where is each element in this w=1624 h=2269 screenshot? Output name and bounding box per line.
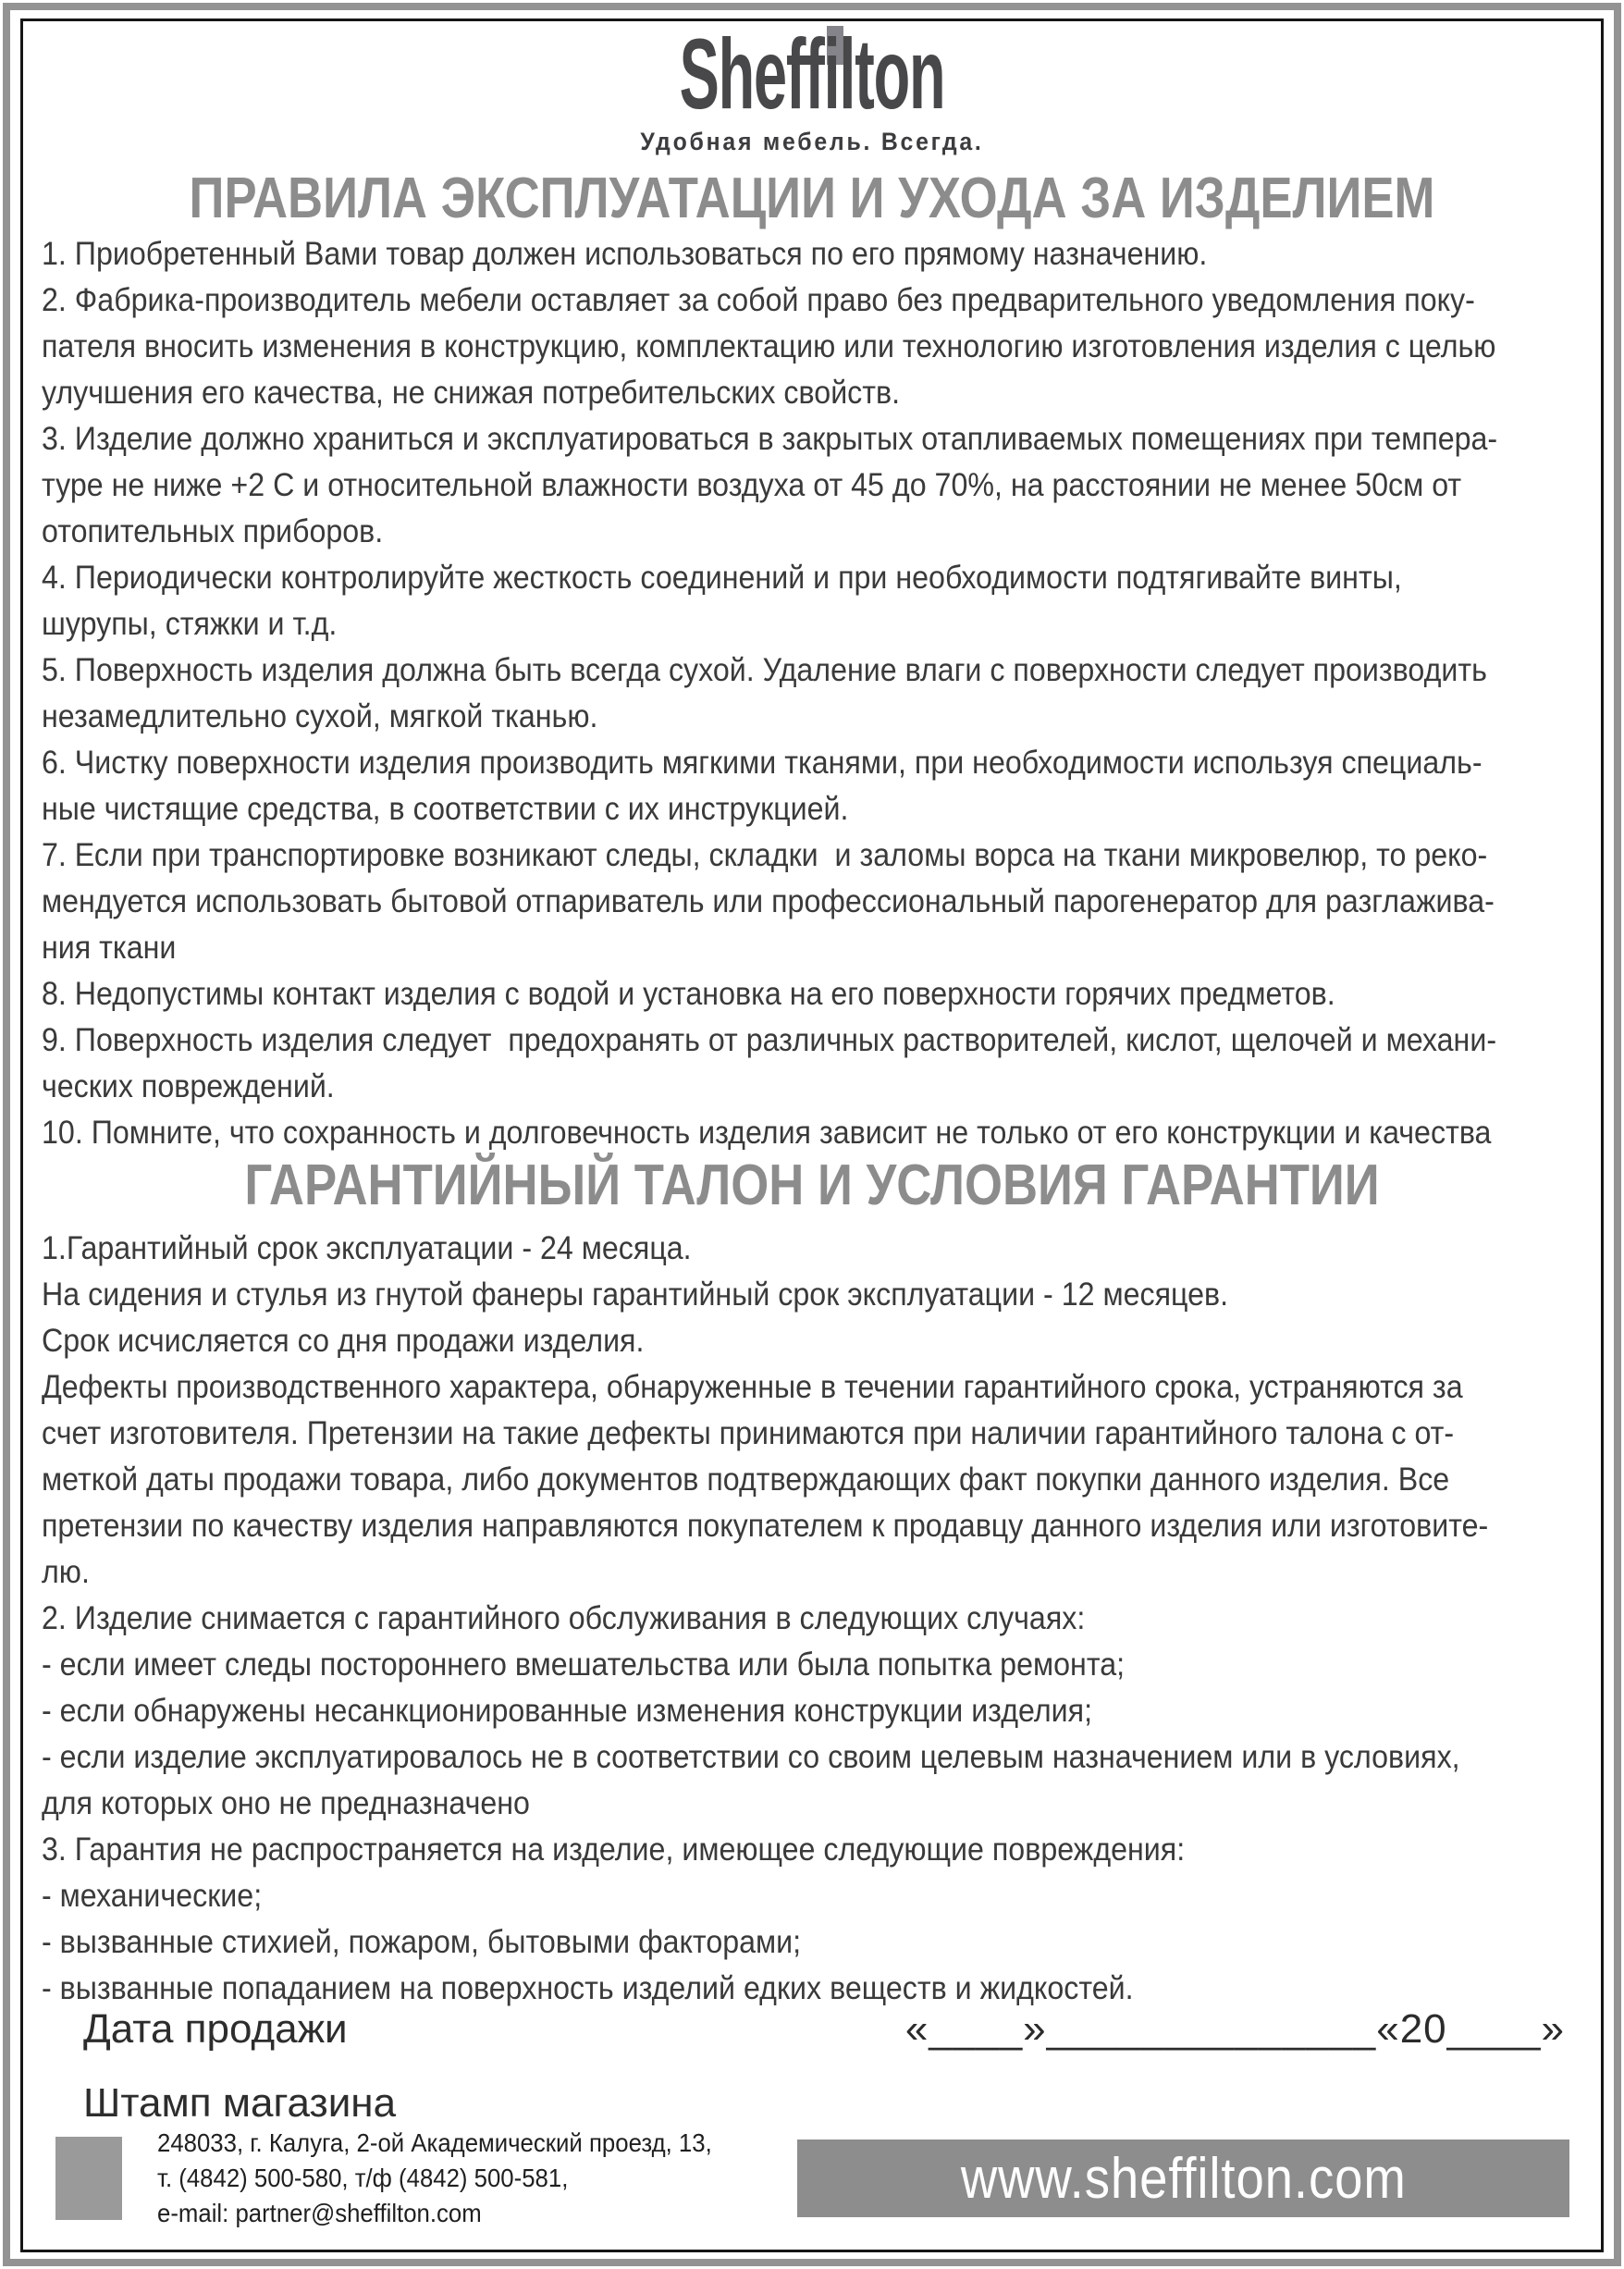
- text-line: 3. Гарантия не распространяется на изделие, имеющее следующие повреждения:: [42, 1831, 1186, 1868]
- text-line: отопительных приборов.: [42, 513, 384, 549]
- sale-date-row: [83, 2005, 1565, 2053]
- text-line: счет изготовителя. Претензии на такие дефекты принимаются при наличии гарантийного талона с от-: [42, 1415, 1455, 1451]
- sale-date-label: Дата продажи: [83, 2006, 348, 2052]
- shop-stamp-label: Штамп магазина: [83, 2080, 397, 2126]
- brand-tagline: Удобная мебель. Всегда.: [640, 128, 984, 155]
- company-address-block: [157, 2126, 760, 2231]
- text-line: - механические;: [42, 1878, 263, 1914]
- text-line: 9. Поверхность изделия следует предохранять от различных растворителей, кислот, щелочей и механи-: [42, 1022, 1497, 1058]
- text-line: - если изделие эксплуатировалось не в соответствии со своим целевым назначением или в условиях,: [42, 1739, 1460, 1775]
- text-line: для которых оно не предназначено: [42, 1785, 530, 1821]
- text-line: e-mail: partner@sheffilton.com: [157, 2199, 482, 2227]
- section-heading-warranty-wrap: [0, 1153, 1624, 1217]
- text-line: Срок исчисляется со дня продажи изделия.: [42, 1323, 645, 1359]
- brand-name: Sheffilton: [679, 18, 945, 129]
- shop-stamp-row: [83, 2079, 396, 2127]
- text-line: ческих повреждений.: [42, 1068, 335, 1104]
- text-line: 7. Если при транспортировке возникают следы, складки и заломы ворса на ткани микровелюр, то реко-: [42, 837, 1488, 873]
- text-line: На сидения и стулья из гнутой фанеры гарантийный срок эксплуатации - 12 месяцев.: [42, 1276, 1229, 1313]
- text-line: 248033, г. Калуга, 2-ой Академический проезд, 13,: [157, 2128, 712, 2157]
- text-line: пателя вносить изменения в конструкцию, комплектацию или технологию изготовления изделия с целью: [42, 328, 1496, 364]
- text-line: 8. Недопустимы контакт изделия с водой и установка на его поверхности горячих предметов.: [42, 976, 1335, 1012]
- text-line: ные чистящие средства, в соответствии с их инструкцией.: [42, 791, 849, 827]
- section-heading-warranty: ГАРАНТИЙНЫЙ ТАЛОН И УСЛОВИЯ ГАРАНТИИ: [244, 1153, 1380, 1217]
- text-line: 1.Гарантийный срок эксплуатации - 24 месяца.: [42, 1230, 692, 1266]
- footer-logo-placeholder: [55, 2137, 122, 2220]
- sale-date-blank: «____»______________«20____»: [904, 2006, 1565, 2052]
- text-line: - вызванные попаданием на поверхность изделий едких веществ и жидкостей.: [42, 1970, 1134, 2006]
- text-line: ния ткани: [42, 930, 177, 966]
- text-line: туре не ниже +2 С и относительной влажности воздуха от 45 до 70%, на расстоянии не менее 50см от: [42, 467, 1462, 503]
- website-url: www.sheffilton.com: [960, 2146, 1407, 2211]
- text-line: шурупы, стяжки и т.д.: [42, 606, 338, 642]
- text-line: 6. Чистку поверхности изделия производить мягкими тканями, при необходимости используя специаль-: [42, 745, 1483, 781]
- text-line: 2. Изделие снимается с гарантийного обслуживания в следующих случаях:: [42, 1600, 1086, 1636]
- text-line: меткой даты продажи товара, либо документов подтверждающих факт покупки данного изделия. Все: [42, 1461, 1450, 1498]
- text-line: Дефекты производственного характера, обнаруженные в течении гарантийного срока, устраняются за: [42, 1369, 1463, 1405]
- text-line: лю.: [42, 1554, 90, 1590]
- website-banner: [797, 2140, 1569, 2217]
- text-line: 1. Приобретенный Вами товар должен использоваться по его прямому назначению.: [42, 236, 1208, 272]
- text-line: мендуется использовать бытовой отпариватель или профессиональный парогенератор для разглажива-: [42, 883, 1495, 919]
- text-line: 4. Периодически контролируйте жесткость соединений и при необходимости подтягивайте винты,: [42, 560, 1402, 596]
- text-line: претензии по качеству изделия направляются покупателем к продавцу данного изделия или изготовите-: [42, 1508, 1489, 1544]
- brand-logo: [591, 18, 1033, 129]
- document-header: [0, 18, 1624, 230]
- text-line: 5. Поверхность изделия должна быть всегда сухой. Удаление влаги с поверхности следует производить: [42, 652, 1487, 688]
- text-line: улучшения его качества, не снижая потребительских свойств.: [42, 375, 901, 411]
- text-line: 3. Изделие должно храниться и эксплуатироваться в закрытых отапливаемых помещениях при темпера-: [42, 421, 1498, 457]
- text-line: - вызванные стихией, пожаром, бытовыми факторами;: [42, 1924, 802, 1960]
- text-line: незамедлительно сухой, мягкой тканью.: [42, 698, 598, 734]
- rules-text-block: [42, 231, 1587, 1156]
- document-footer: [55, 2128, 1569, 2227]
- section-heading-rules: ПРАВИЛА ЭКСПЛУАТАЦИИ И УХОДА ЗА ИЗДЕЛИЕМ: [189, 166, 1435, 230]
- text-line: 2. Фабрика-производитель мебели оставляет за собой право без предварительного уведомления поку-: [42, 282, 1475, 318]
- text-line: - если имеет следы постороннего вмешательства или была попытка ремонта;: [42, 1646, 1126, 1683]
- text-line: т. (4842) 500-580, т/ф (4842) 500-581,: [157, 2164, 569, 2192]
- text-line: 10. Помните, что сохранность и долговечность изделия зависит не только от его конструкции и качества: [42, 1115, 1492, 1151]
- text-line: - если обнаружены несанкционированные изменения конструкции изделия;: [42, 1693, 1093, 1729]
- warranty-text-block: [42, 1226, 1587, 2012]
